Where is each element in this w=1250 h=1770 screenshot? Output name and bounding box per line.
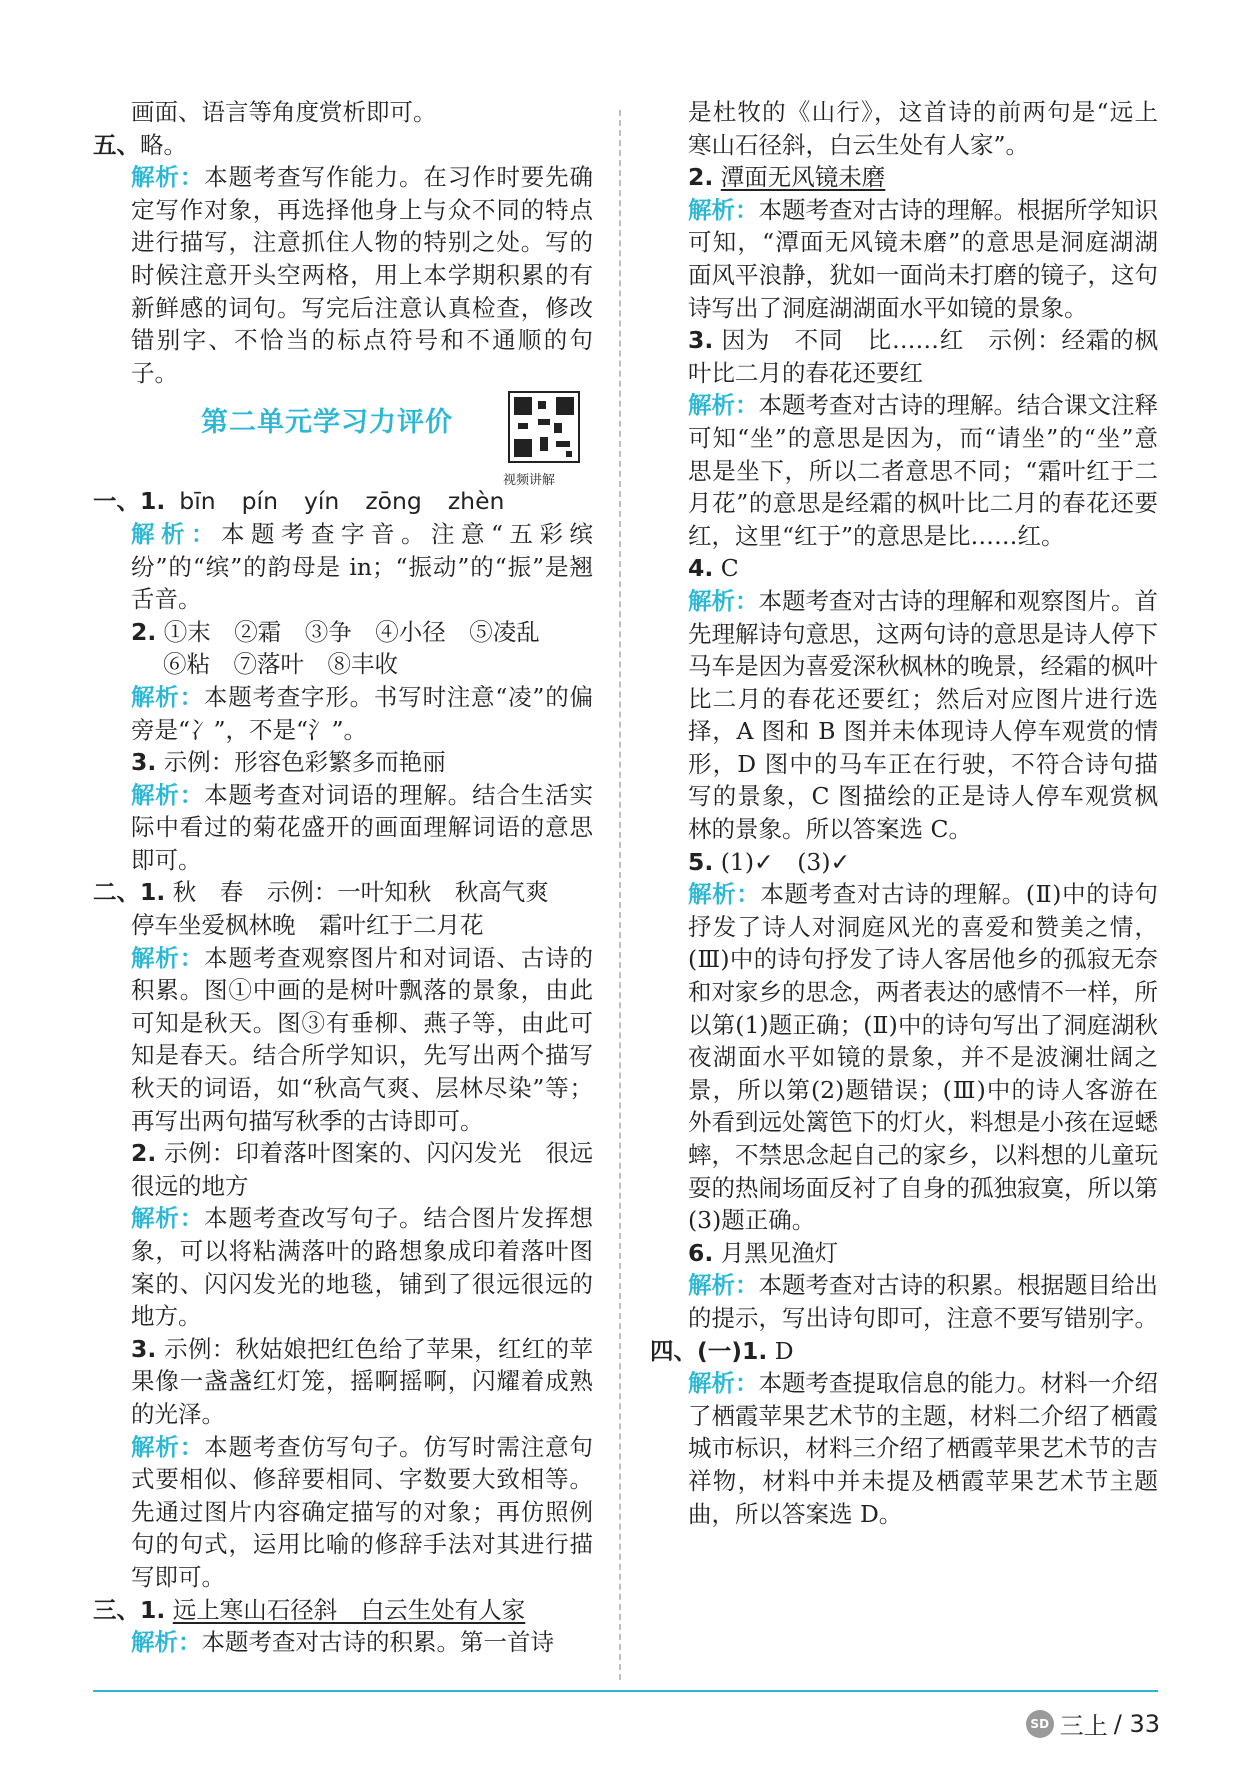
- r-q5: [688, 846, 1158, 879]
- section-2-label: 二、: [93, 878, 140, 907]
- analysis-label: 解析：: [131, 1432, 205, 1461]
- r-q6-analysis: [688, 1269, 1158, 1334]
- pinyin-answer: yín: [303, 487, 340, 516]
- analysis-text: 本题考查改写句子。结合图片发挥想象，可以将粘满落叶的路想象成印着落叶图案的、闪闪发光的地毯，铺到了很远很远的地方。: [131, 1204, 594, 1331]
- analysis-text: 本题考查对古诗的积累。根据题目给出的提示，写出诗句即可，注意不要写错别字。: [688, 1271, 1158, 1332]
- right-continuation: 是杜牧的《山行》，这首诗的前两句是“远上寒山石径斜，白云生处有人家”。: [688, 98, 1158, 159]
- unit-header: [93, 395, 593, 489]
- page-number: / 33: [1113, 1709, 1160, 1738]
- question-number: 3.: [131, 748, 157, 777]
- r-q5-analysis: [688, 878, 1158, 1237]
- section-2-q1: [93, 876, 593, 909]
- analysis-text: 本题考查写作能力。在习作时要先确定写作对象，再选择他身上与众不同的特点进行描写，注意抓住人物的特别之处。写的时候注意开头空两格，用上本学期积累的有新鲜感的词句。写完后注意认真检查，修改错别字、不恰当的标点符号和不通顺的句子。: [131, 163, 594, 387]
- answer-text: 秋 春 示例：一叶知秋 秋高气爽: [172, 878, 549, 907]
- analysis-text: 本题考查对古诗的理解。结合课文注释可知“坐”的意思是因为，而“请坐”的“坐”意思是坐下，所以二者意思不同；“霜叶红于二月花”的意思是经霜的枫叶比二月的春花还要红，这里“红于”的意思是比……红。: [688, 391, 1158, 550]
- pinyin-answer: zhèn: [447, 487, 505, 516]
- answer-text: 因为 不同 比……红 示例：经霜的枫叶比二月的春花还要红: [688, 326, 1158, 387]
- answer-text: 示例：印着落叶图案的、闪闪发光 很远很远的地方: [131, 1139, 593, 1200]
- section-2-q1-line2: [93, 909, 593, 942]
- q3: [93, 746, 593, 779]
- question-number: 1.: [140, 1595, 166, 1624]
- analysis-label: 解析：: [688, 880, 761, 909]
- section-3-q1: [93, 1594, 593, 1627]
- analysis-label: 解析：: [131, 1204, 205, 1233]
- section-2-q3-analysis: [93, 1431, 593, 1594]
- analysis-label: 解析：: [131, 682, 204, 711]
- question-number: 4.: [688, 554, 714, 583]
- analysis-label: 解析：: [688, 195, 759, 224]
- question-number: 5.: [688, 847, 714, 876]
- r-q4-analysis: [688, 585, 1158, 846]
- analysis-label: 解析：: [688, 1271, 759, 1300]
- analysis-label: 解析：: [131, 1628, 202, 1657]
- pinyin-answer: pín: [241, 487, 278, 516]
- answer-text: 潭面无风镜未磨: [720, 163, 886, 192]
- left-continuation: 画面、语言等角度赏析即可。: [131, 98, 437, 126]
- section-5-analysis: [93, 161, 593, 389]
- analysis-text: 本题考查对古诗的理解和观察图片。首先理解诗句意思，这两句诗的意思是诗人停下马车是因为喜爱深秋枫林的晚景，经霜的枫叶比二月的春花还要红；然后对应图片进行选择，A 图和 B 图并未体现诗人停车观赏的情形，D 图中的马车正在行驶，不符合诗句描写的景象，C 图描绘的正是诗人停车观赏枫林的景象。所以答案选 C。: [688, 586, 1158, 844]
- section-5-label: 五、: [93, 130, 140, 159]
- r-q3-analysis: [688, 389, 1158, 552]
- analysis-label: 解析：: [688, 1369, 759, 1398]
- answer-text: 月黑见渔灯: [720, 1238, 839, 1267]
- question-number: 2.: [131, 617, 157, 646]
- answer-text: ⑥粘 ⑦落叶 ⑧丰收: [163, 650, 398, 679]
- answer-text: (1)✓ (3)✓: [720, 847, 851, 876]
- sd-badge-icon: SD: [1026, 1710, 1054, 1738]
- answer-text: D: [774, 1336, 794, 1365]
- analysis-text: 本题考查提取信息的能力。材料一介绍了栖霞苹果艺术节的主题，材料二介绍了栖霞城市标识，材料三介绍了栖霞苹果艺术节的吉祥物，材料中并未提及栖霞苹果艺术节主题曲，所以答案选 D。: [688, 1369, 1158, 1528]
- question-number: 3.: [131, 1334, 157, 1363]
- right-column: [650, 96, 1158, 1530]
- pinyin-answer: bīn: [179, 487, 216, 516]
- answer-text: 停车坐爱枫林晚 霜叶红于二月花: [131, 911, 484, 940]
- r-q4: [688, 552, 1158, 585]
- section-2-q1-analysis: [93, 942, 593, 1138]
- question-number: 2.: [688, 163, 714, 192]
- section-5: [93, 129, 593, 162]
- pinyin-answer: zōng: [365, 487, 422, 516]
- r-q6: [688, 1237, 1158, 1270]
- question-number: 1.: [741, 1336, 768, 1365]
- section-2-q2: [93, 1137, 593, 1202]
- analysis-label: 解析：: [131, 780, 205, 809]
- q2-analysis: [93, 681, 593, 746]
- page-footer: [1026, 1706, 1160, 1741]
- answer-text: 远上寒山石径斜 白云生处有人家: [172, 1595, 526, 1624]
- section-3-label: 三、: [93, 1595, 140, 1624]
- q3-analysis: [93, 779, 593, 877]
- section-2-q3: [93, 1333, 593, 1431]
- question-number: 1.: [140, 878, 166, 907]
- analysis-text: 本题考查仿写句子。仿写时需注意句式要相似、修辞要相同、字数要大致相等。先通过图片内容确定描写的对象；再仿照例句的句式，运用比喻的修辞手法对其进行描写即可。: [131, 1432, 594, 1591]
- grade-label: 三上: [1059, 1712, 1108, 1740]
- question-number: 3.: [688, 326, 714, 355]
- left-column: [93, 96, 593, 1659]
- analysis-text: 本题考查对古诗的理解。根据所学知识可知，“潭面无风镜未磨”的意思是洞庭湖湖面风平浪静，犹如一面尚未打磨的镜子，这句诗写出了洞庭湖湖面水平如镜的景象。: [688, 195, 1158, 322]
- analysis-label: 解析：: [131, 163, 205, 192]
- footer-rule: [93, 1690, 1158, 1692]
- section-4-q1: [650, 1335, 1158, 1368]
- analysis-text: 本题考查字形。书写时注意“凌”的偏旁是“冫”，不是“氵”。: [131, 682, 594, 744]
- answer-text: 示例：秋姑娘把红色给了苹果，红红的苹果像一盏盏红灯笼，摇啊摇啊，闪耀着成熟的光泽。: [131, 1334, 593, 1428]
- section-2-q2-analysis: [93, 1202, 593, 1332]
- analysis-label: 解析：: [688, 586, 759, 615]
- answer-text: 示例：形容色彩繁多而艳丽: [163, 748, 446, 777]
- section-3-q1-analysis: [93, 1626, 593, 1659]
- qr-code-icon[interactable]: [508, 391, 580, 463]
- analysis-label: 解析：: [131, 943, 205, 972]
- analysis-text: 本题考查对词语的理解。结合生活实际中看过的菊花盛开的画面理解词语的意思即可。: [131, 780, 594, 874]
- analysis-text: 本题考查字音。注意“五彩缤纷”的“缤”的韵母是 in；“振动”的“振”是翘舌音。: [131, 519, 594, 614]
- q1-analysis: [93, 518, 593, 616]
- answer-text: ①末 ②霜 ③争 ④小径 ⑤凌乱: [163, 617, 540, 646]
- answer-text: C: [720, 554, 739, 583]
- column-divider: [619, 110, 621, 1680]
- analysis-text: 本题考查对古诗的积累。第一首诗: [201, 1628, 554, 1657]
- q2: [93, 616, 593, 649]
- analysis-label: 解析：: [131, 519, 221, 548]
- section-4-label: 四、(一): [650, 1336, 742, 1365]
- section-4-q1-analysis: [688, 1367, 1158, 1530]
- section-1-label: 一、: [93, 487, 140, 516]
- r-q2: [688, 161, 1158, 194]
- r-q3: [688, 324, 1158, 389]
- q2-line2: [93, 648, 593, 681]
- analysis-label: 解析：: [688, 391, 759, 420]
- analysis-text: 本题考查对古诗的理解。(Ⅱ)中的诗句抒发了诗人对洞庭风光的喜爱和赞美之情，(Ⅲ)中的诗句抒发了诗人客居他乡的孤寂无奈和对家乡的思念，两者表达的感情不一样，所以第(1)题正确；(Ⅱ)中的诗句写出了洞庭湖秋夜湖面水平如镜的景象，并不是波澜壮阔之景，所以第(2)题错误；(Ⅲ)中的诗人客游在外看到远处篱笆下的灯火，料想是小孩在逗蟋蟀，不禁思念起自己的家乡，以料想的儿童玩耍的热闹场面反衬了自身的孤独寂寞，所以第(3)题正确。: [688, 880, 1158, 1235]
- analysis-text: 本题考查观察图片和对词语、古诗的积累。图①中画的是树叶飘落的景象，由此可知是秋天。图③有垂柳、燕子等，由此可知是春天。结合所学知识，先写出两个描写秋天的词语，如“秋高气爽、层林尽染”等；再写出两句描写秋季的古诗即可。: [131, 943, 594, 1135]
- question-number: 2.: [131, 1139, 157, 1168]
- r-q2-analysis: [688, 194, 1158, 324]
- unit-title: 第二单元学习力评价: [201, 407, 453, 439]
- section-5-answer: 略。: [140, 130, 187, 159]
- qr-caption: 视频讲解: [503, 473, 556, 489]
- question-number: 6.: [688, 1238, 714, 1267]
- question-number: 1.: [140, 487, 166, 516]
